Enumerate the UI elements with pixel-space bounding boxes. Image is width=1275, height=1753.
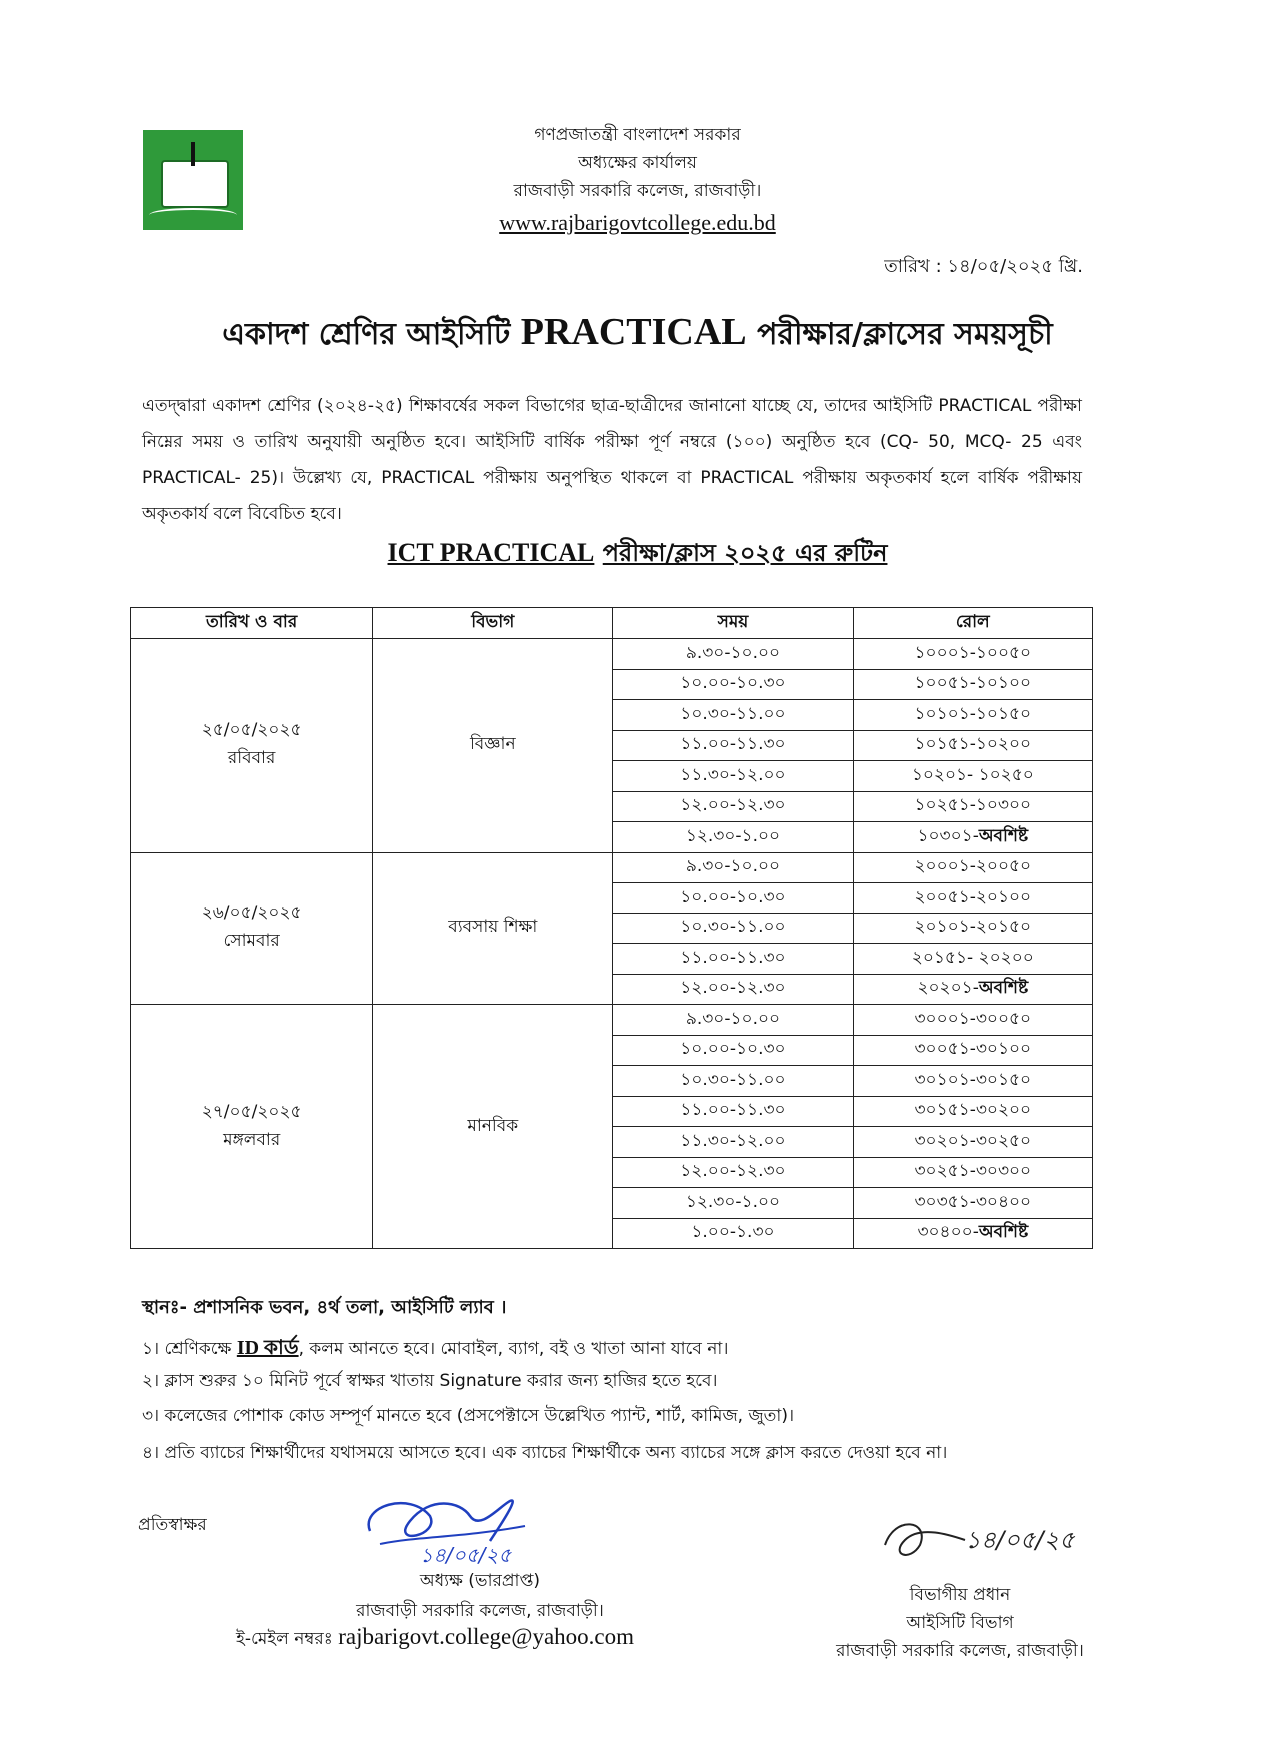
venue-text: স্থানঃ- প্রশাসনিক ভবন, ৪র্থ তলা, আইসিটি ল্যাব ।	[142, 1297, 507, 1318]
time-cell: ১১.০০-১১.৩০	[613, 1096, 853, 1127]
roll-cell	[853, 1188, 1092, 1219]
time-cell: ১১.০০-১১.৩০	[613, 730, 853, 761]
roll-range: ৩০০৫১-৩০১০০	[914, 1039, 1032, 1060]
head-title: বিভাগীয় প্রধান	[909, 1585, 1011, 1605]
roll-range: ২০০৫১-২০১০০	[914, 886, 1032, 907]
routine-title-rest: পরীক্ষা/ক্লাস ২০২৫ এর রুটিন	[602, 539, 888, 567]
roll-cell	[853, 791, 1092, 822]
table-row	[131, 639, 1093, 670]
time-cell: ১০.৩০-১১.০০	[613, 1066, 853, 1097]
time-cell: ১২.০০-১২.৩০	[613, 1157, 853, 1188]
time-cell: ১১.০০-১১.৩০	[613, 944, 853, 975]
rule-2: ২। ক্লাস শুরুর ১০ মিনিট পূর্বে স্বাক্ষর খাতায় Signature করার জন্য হাজির হতে হবে।	[142, 1371, 718, 1391]
roll-cell	[853, 1066, 1092, 1097]
time-cell: ১১.৩০-১২.০০	[613, 1127, 853, 1158]
roll-cell	[853, 974, 1092, 1005]
routine-table	[130, 607, 1093, 1249]
principal-title: অধ্যক্ষ (ভারপ্রাপ্ত)	[419, 1571, 541, 1591]
routine-title	[0, 535, 1275, 575]
rule-1-post: , কলম আনতে হবে। মোবাইল, ব্যাগ, বই ও খাতা আনা যাবে না।	[298, 1339, 729, 1359]
time-cell: ১১.৩০-১২.০০	[613, 761, 853, 792]
roll-cell	[853, 700, 1092, 731]
roll-cell	[853, 730, 1092, 761]
page-title	[0, 310, 1275, 361]
day-text: সোমবার	[223, 931, 280, 952]
rule-1-pre: ১। শ্রেণিকক্ষে	[142, 1339, 232, 1359]
website-text[interactable]: www.rajbarigovtcollege.edu.bd	[499, 210, 776, 235]
roll-range: ৩০২৫১-৩০৩০০	[914, 1161, 1032, 1182]
roll-remaining: অবশিষ্ট	[978, 978, 1029, 999]
time-cell: ১.০০-১.৩০	[613, 1218, 853, 1249]
head-department: আইসিটি বিভাগ	[906, 1613, 1014, 1633]
time-cell: ৯.৩০-১০.০০	[613, 1005, 853, 1036]
roll-cell	[853, 1218, 1092, 1249]
roll-range: ১০২০১- ১০২৫০	[911, 764, 1034, 785]
roll-range: ১০২৫১-১০৩০০	[914, 795, 1032, 816]
principal-signature-date: ১৪/০৫/২৫	[420, 1543, 512, 1566]
date-day-cell	[131, 639, 373, 853]
countersign-label: প্রতিস্বাক্ষর	[138, 1515, 207, 1535]
time-cell: ১০.০০-১০.৩০	[613, 883, 853, 914]
rule-1-id-card: ID কার্ড	[236, 1337, 299, 1359]
head-college: রাজবাড়ী সরকারি কলেজ, রাজবাড়ী।	[836, 1641, 1084, 1661]
roll-range: ১০০০১-১০০৫০	[914, 642, 1032, 663]
day-text: রবিবার	[227, 748, 276, 769]
roll-cell	[853, 913, 1092, 944]
roll-cell	[853, 1127, 1092, 1158]
title-pre: একাদশ শ্রেণির আইসিটি	[222, 317, 511, 352]
head-signature-date: ১৪/০৫/২৫	[965, 1526, 1075, 1554]
roll-cell	[853, 1035, 1092, 1066]
header-department: বিভাগ	[373, 608, 613, 639]
govt-name: গণপ্রজাতন্ত্রী বাংলাদেশ সরকার	[534, 125, 741, 145]
intro-paragraph: এতদ্দ্বারা একাদশ শ্রেণির (২০২৪-২৫) শিক্ষাবর্ষের সকল বিভাগের ছাত্র-ছাত্রীদের জানানো যাচ্ছে যে, তাদের আইসিটি PRACTICAL পরীক্ষা নিম্নের সময় ও তারিখ অনুযায়ী অনুষ্ঠিত হবে। আইসিটি বার্ষিক পরীক্ষা পূর্ণ নম্বরে (১০০) অনুষ্ঠিত হবে (CQ- 50, MCQ- 25 এবং PRACTICAL- 25)। উল্লেখ্য যে, PRACTICAL পরীক্ষায় অনুপস্থিত থাকলে বা PRACTICAL পরীক্ষায় অকৃতকার্য হলে বার্ষিক পরীক্ষায় অকৃতকার্য বলে বিবেচিত হবে।	[142, 396, 1082, 524]
table-header-row	[131, 608, 1093, 639]
roll-cell	[853, 639, 1092, 670]
email-label: ই-মেইল নম্বরঃ	[235, 1629, 333, 1649]
table-body	[131, 639, 1093, 1249]
time-cell: ১০.০০-১০.৩০	[613, 1035, 853, 1066]
principal-college: রাজবাড়ী সরকারি কলেজ, রাজবাড়ী।	[356, 1601, 604, 1621]
notice-date: তারিখ : ১৪/০৫/২০২৫ খ্রি.	[884, 256, 1083, 277]
roll-range: ১০০৫১-১০১০০	[914, 673, 1032, 694]
website-link[interactable]	[0, 210, 1275, 236]
routine-title-latin: ICT PRACTICAL	[387, 538, 595, 567]
time-cell: ১০.০০-১০.৩০	[613, 669, 853, 700]
time-cell: ১২.০০-১২.৩০	[613, 974, 853, 1005]
roll-range: ২০০০১-২০০৫০	[914, 856, 1032, 877]
date-text: ২৬/০৫/২০২৫	[201, 903, 302, 924]
roll-cell	[853, 852, 1092, 883]
roll-range: ৩০১০১-৩০১৫০	[914, 1069, 1032, 1090]
roll-range: ২০১৫১- ২০২০০	[911, 947, 1034, 968]
roll-cell	[853, 761, 1092, 792]
department-cell: বিজ্ঞান	[373, 639, 613, 853]
date-text: ২৫/০৫/২০২৫	[201, 720, 302, 741]
table-row	[131, 852, 1093, 883]
time-cell: ১০.৩০-১১.০০	[613, 913, 853, 944]
office-name: অধ্যক্ষের কার্যালয়	[578, 153, 697, 173]
date-day-cell	[131, 852, 373, 1005]
rule-1	[142, 1333, 728, 1366]
time-cell: ১২.৩০-১.০০	[613, 1188, 853, 1219]
college-name: রাজবাড়ী সরকারি কলেজ, রাজবাড়ী।	[513, 181, 762, 201]
time-cell: ৯.৩০-১০.০০	[613, 852, 853, 883]
principal-signature	[350, 1486, 560, 1566]
roll-range: ৩০৩৫১-৩০৪০০	[914, 1191, 1032, 1212]
title-latin: PRACTICAL	[520, 311, 747, 353]
department-cell: ব্যবসায় শিক্ষা	[373, 852, 613, 1005]
head-signature	[870, 1500, 1100, 1570]
rule-4: ৪। প্রতি ব্যাচের শিক্ষার্থীদের যথাসময়ে আসতে হবে। এক ব্যাচের শিক্ষার্থীকে অন্য ব্যাচের সঙ্গে ক্লাস করতে দেওয়া হবে না।	[142, 1443, 948, 1463]
roll-range: ৩০০০১-৩০০৫০	[914, 1008, 1032, 1029]
roll-remaining: অবশিষ্ট	[978, 1222, 1029, 1243]
time-cell: ৯.৩০-১০.০০	[613, 639, 853, 670]
roll-cell	[853, 1096, 1092, 1127]
roll-cell	[853, 883, 1092, 914]
time-cell: ১০.৩০-১১.০০	[613, 700, 853, 731]
day-text: মঙ্গলবার	[223, 1129, 281, 1150]
roll-range: ১০৩০১-	[917, 825, 979, 846]
roll-cell	[853, 1157, 1092, 1188]
principal-email-line	[200, 1624, 670, 1654]
roll-remaining: অবশিষ্ট	[978, 825, 1029, 846]
roll-cell	[853, 1005, 1092, 1036]
header-date-day: তারিখ ও বার	[131, 608, 373, 639]
roll-range: ৩০২০১-৩০২৫০	[914, 1130, 1032, 1151]
title-post: পরীক্ষার/ক্লাসের সময়সূচী	[757, 317, 1053, 352]
roll-range: ২০১০১-২০১৫০	[914, 917, 1032, 938]
roll-range: ২০২০১-	[917, 978, 979, 999]
roll-range: ৩০৪০০-	[917, 1222, 979, 1243]
header-time: সময়	[613, 608, 853, 639]
department-cell: মানবিক	[373, 1005, 613, 1249]
email-address[interactable]: rajbarigovt.college@yahoo.com	[338, 1624, 635, 1649]
rule-3: ৩। কলেজের পোশাক কোড সম্পূর্ণ মানতে হবে (প্রসপেক্টাসে উল্লেখিত প্যান্ট, শার্ট, কামিজ, জুতা)।	[142, 1406, 795, 1426]
header-roll: রোল	[853, 608, 1092, 639]
roll-cell	[853, 944, 1092, 975]
time-cell: ১২.০০-১২.৩০	[613, 791, 853, 822]
roll-cell	[853, 669, 1092, 700]
table-row	[131, 1005, 1093, 1036]
roll-range: ৩০১৫১-৩০২০০	[914, 1100, 1032, 1121]
time-cell: ১২.৩০-১.০০	[613, 822, 853, 853]
date-day-cell	[131, 1005, 373, 1249]
roll-range: ১০১৫১-১০২০০	[914, 734, 1032, 755]
date-text: ২৭/০৫/২০২৫	[201, 1101, 302, 1122]
roll-range: ১০১০১-১০১৫০	[914, 703, 1032, 724]
roll-cell	[853, 822, 1092, 853]
